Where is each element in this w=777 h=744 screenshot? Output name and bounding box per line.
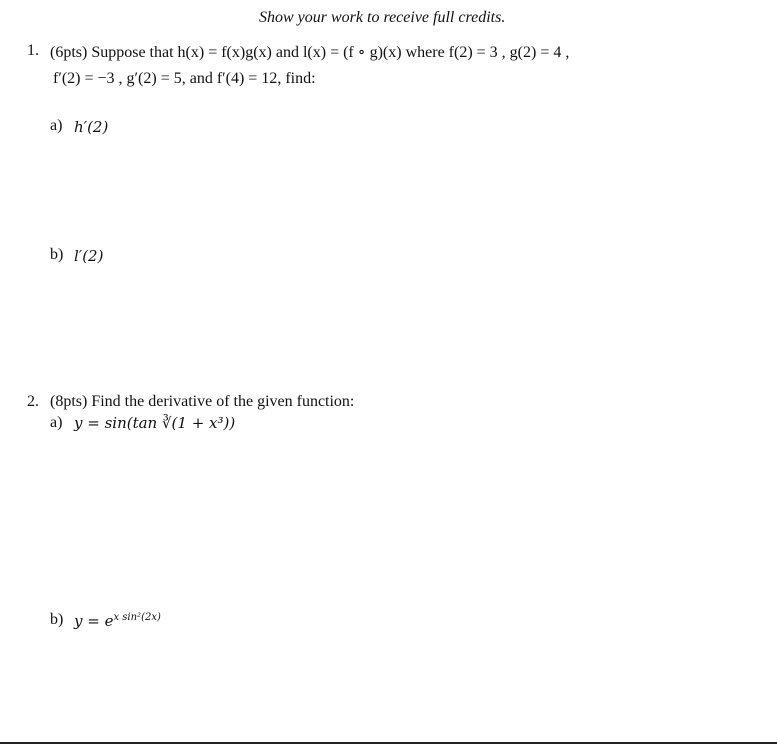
problem-1b-expression: l′(2): [74, 247, 104, 265]
problem-2b-expression: [74, 612, 161, 630]
problem-1a-label: a): [50, 117, 63, 134]
problem-1a-expression: h′(2): [74, 118, 109, 136]
instructions-header: Show your work to receive full credits.: [259, 9, 506, 26]
problem-1-number: 1.: [27, 42, 39, 59]
problem-2-intro: (8pts) Find the derivative of the given function:: [50, 393, 355, 410]
problem-2b-base: y = e: [74, 612, 114, 630]
problem-1b-label: b): [50, 246, 64, 263]
problem-2b-label: b): [50, 611, 64, 628]
problem-1-intro: (6pts) Suppose that h(x) = f(x)g(x) and l(x) = (f ∘ g)(x) where f(2) = 3 , g(2) = 4 ,: [50, 44, 570, 61]
problem-2b-exponent: x sin²(2x): [113, 612, 161, 623]
problem-2a-expression: y = sin(tan ∛(1 + x³)): [74, 414, 236, 432]
problem-2a-label: a): [50, 414, 63, 431]
problem-1-givens: f′(2) = −3 , g′(2) = 5, and f′(4) = 12, find:: [53, 70, 316, 87]
problem-2-number: 2.: [27, 393, 39, 410]
